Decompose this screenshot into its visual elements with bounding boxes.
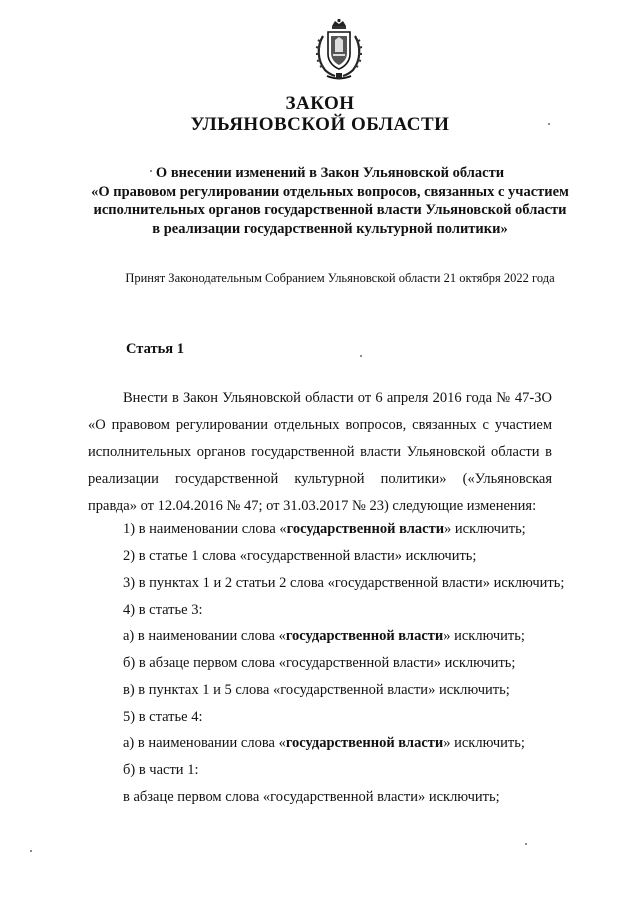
article-intro — [88, 385, 552, 520]
item-text: а) в наименовании слова « — [123, 628, 286, 644]
item-text: 1) в наименовании слова « — [123, 521, 287, 537]
amendment-item: б) в части 1: — [123, 762, 199, 778]
amendment-item — [123, 521, 526, 538]
law-title: ЗАКОН — [285, 93, 355, 114]
item-text: » исключить; — [443, 735, 525, 751]
law-region-title: УЛЬЯНОВСКОЙ ОБЛАСТИ — [190, 114, 450, 135]
amendment-item: в) в пунктах 1 и 5 слова «государственной власти» исключить; — [123, 682, 510, 698]
amendment-item: б) в абзаце первом слова «государственной власти» исключить; — [123, 655, 516, 671]
item-emphasis: государственной власти — [285, 628, 444, 644]
item-text: » исключить; — [443, 628, 525, 644]
intro-paragraph: Внести в Закон Ульяновской области от 6 апреля 2016 года № 47-ЗО «О правовом регулировании отдельных вопросов, связанных с участием исполнительных органов государственной власти Ульяновской области в реализации государственной культурной политики» («Ульяновская правда» от 12.04.2016 № 47; от 31.03.2017 № 23) следующие изменения: — [88, 390, 552, 514]
amendment-item — [123, 628, 525, 645]
amendment-item: в абзаце первом слова «государственной власти» исключить; — [123, 789, 500, 805]
regional-coat-of-arms-icon — [313, 18, 365, 82]
subject-line: исполнительных органов государственной власти Ульяновской области — [93, 202, 567, 218]
item-emphasis: государственной власти — [286, 521, 445, 537]
amendment-item: 4) в статье 3: — [123, 602, 203, 618]
scan-speck — [548, 123, 550, 125]
amendment-item — [123, 735, 525, 752]
scan-speck — [525, 843, 527, 845]
amendment-item: 3) в пунктах 1 и 2 статьи 2 слова «государственной власти» исключить; — [123, 575, 565, 591]
amendment-item: 2) в статье 1 слова «государственной власти» исключить; — [123, 548, 477, 564]
law-subject — [60, 164, 600, 238]
amendment-item: 5) в статье 4: — [123, 709, 203, 725]
article-heading: Статья 1 — [126, 341, 184, 357]
scan-speck — [360, 355, 362, 357]
subject-line: в реализации государственной культурной политики» — [152, 220, 508, 237]
subject-line: «О правовом регулировании отдельных вопросов, связанных с участием — [91, 183, 569, 200]
subject-line: О внесении изменений в Закон Ульяновской области — [155, 165, 505, 181]
item-text: » исключить; — [444, 521, 526, 537]
scan-speck — [150, 170, 152, 172]
item-emphasis: государственной власти — [285, 735, 444, 751]
scan-speck — [30, 850, 32, 852]
item-text: а) в наименовании слова « — [123, 735, 286, 751]
adoption-note: Принят Законодательным Собранием Ульяновской области 21 октября 2022 года — [125, 271, 555, 285]
